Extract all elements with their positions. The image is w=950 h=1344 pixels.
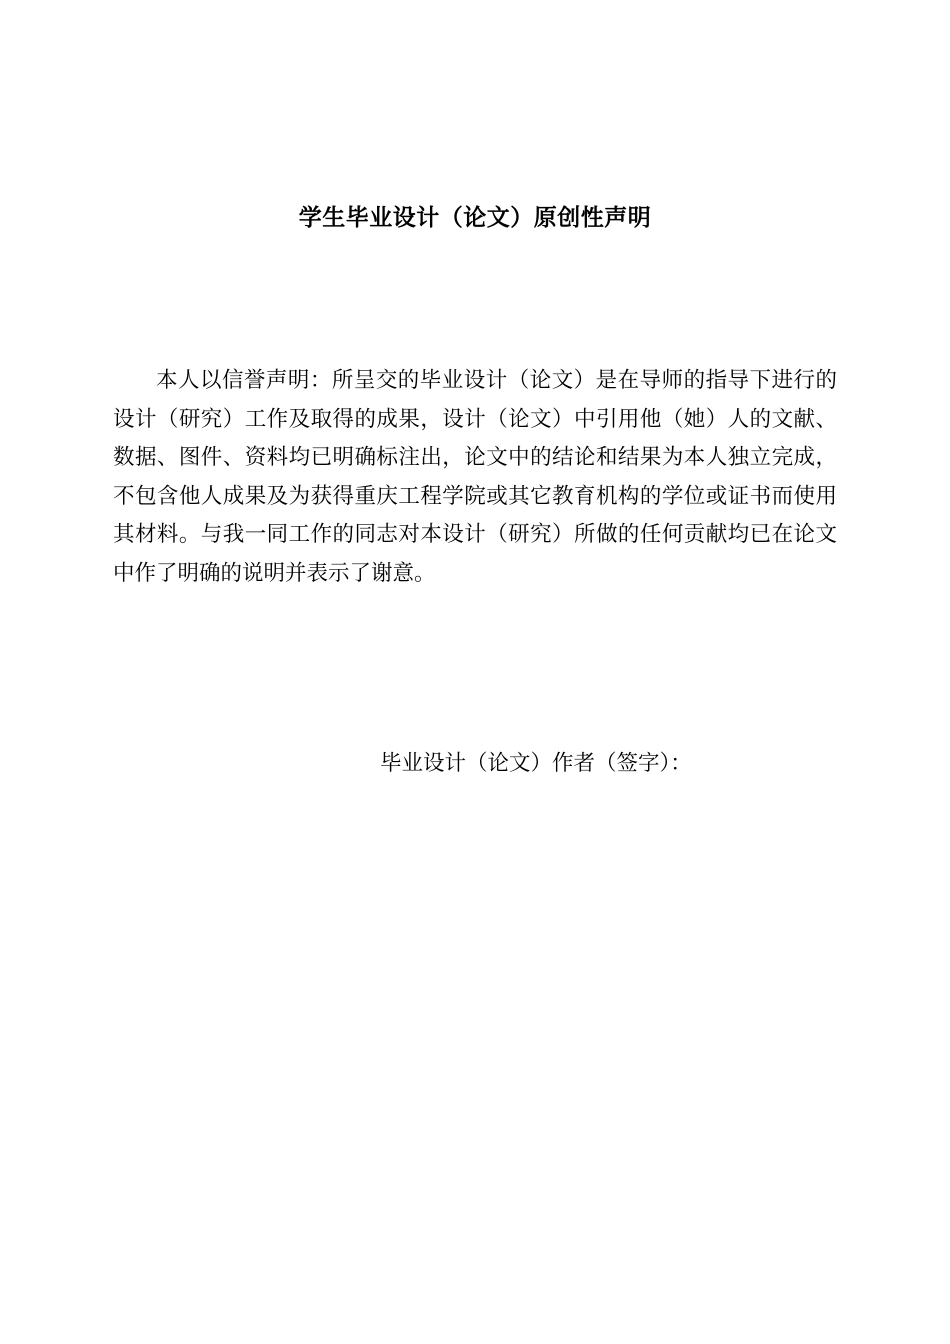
- author-signature-label: 毕业设计（论文）作者（签字）：: [380, 751, 692, 776]
- declaration-paragraph: 本人以信誉声明：所呈交的毕业设计（论文）是在导师的指导下进行的设计（研究）工作及取得的成果，设计（论文）中引用他（她）人的文献、数据、图件、资料均已明确标注出，论文中的结论和结果为本人独立完成，不包含他人成果及为获得重庆工程学院或其它教育机构的学位或证书而使用其材料。与我一同工作的同志对本设计（研究）所做的任何贡献均已在论文中作了明确的说明并表示了谢意。: [113, 368, 837, 586]
- page-title: 学生毕业设计（论文）原创性声明: [298, 205, 652, 231]
